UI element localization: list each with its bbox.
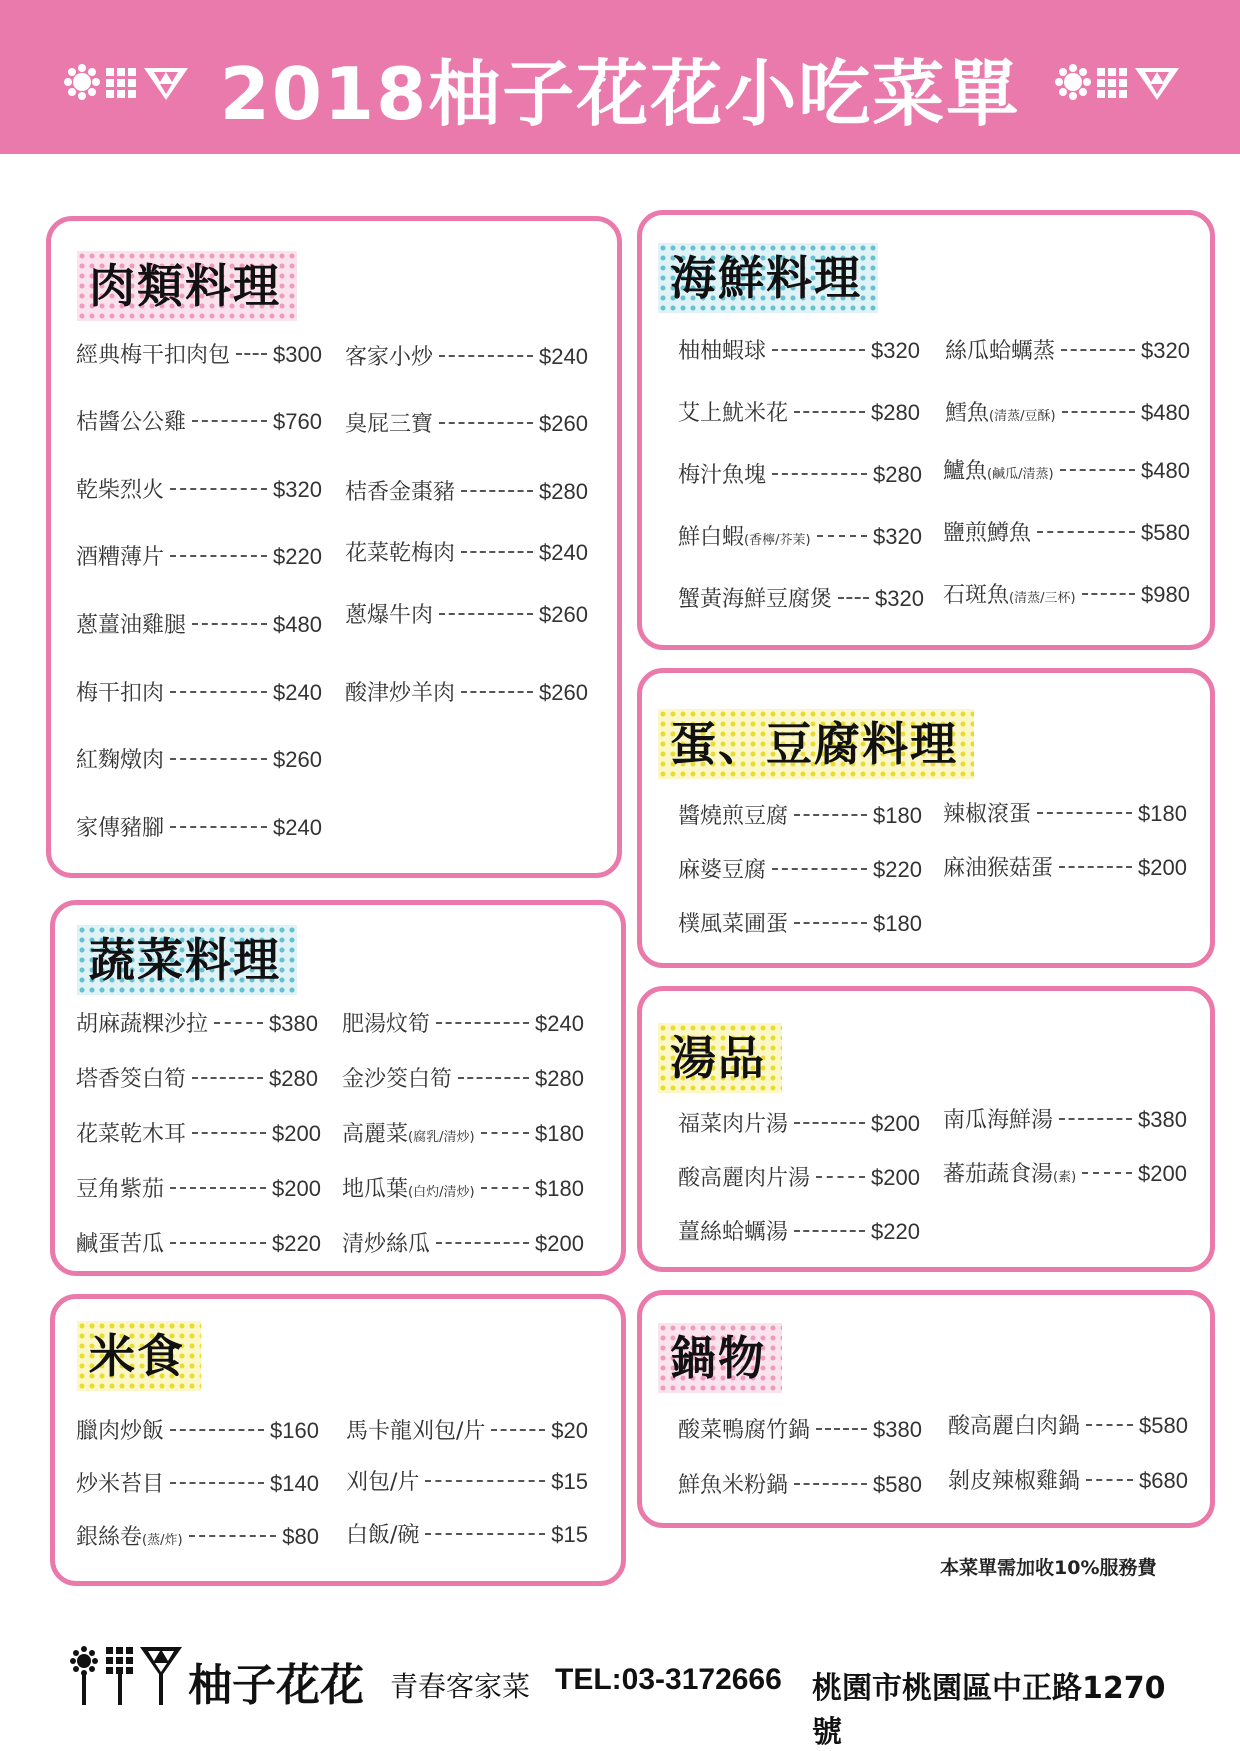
seafood-section-title: 海鮮料理 [658, 243, 878, 313]
menu-item: 鹹蛋苦瓜 $220 [76, 1231, 321, 1257]
menu-item: 乾柴烈火 $320 [76, 477, 322, 503]
menu-item: 經典梅干扣肉包 $300 [76, 342, 322, 368]
brand-tagline: 青春客家菜 [390, 1670, 531, 1703]
menu-item: 鱸魚 (鹹瓜/清蒸) $480 [943, 458, 1190, 484]
brand-name: 柚子花花 [188, 1660, 364, 1711]
menu-item: 樸風菜圃蛋 $180 [678, 911, 922, 937]
menu-item: 花菜乾梅肉 $240 [345, 540, 588, 566]
menu-item: 石斑魚 (清蒸/三杯) $980 [943, 582, 1190, 608]
menu-item: 蕃茄蔬食湯 (素) $200 [943, 1161, 1187, 1187]
menu-item: 麻婆豆腐 $220 [678, 857, 922, 883]
menu-item: 清炒絲瓜 $200 [342, 1231, 584, 1257]
menu-item: 金沙筊白筍 $280 [342, 1066, 584, 1092]
menu-item: 桔醬公公雞 $760 [76, 409, 322, 435]
store-address: 桃園市桃園區中正路1270號 [812, 1671, 1166, 1750]
logo-pattern-icon [1053, 62, 1183, 102]
header-banner [0, 0, 1240, 154]
menu-item: 高麗菜 (腐乳/清炒) $180 [342, 1121, 584, 1147]
soup-section-title: 湯品 [658, 1023, 782, 1093]
menu-item: 鮮魚米粉鍋 $580 [678, 1472, 922, 1498]
menu-item: 肥湯炆筍 $240 [342, 1011, 584, 1037]
menu-item: 鮮白蝦 (香檸/芥茉) $320 [678, 524, 922, 550]
menu-item: 福菜肉片湯 $200 [678, 1111, 920, 1137]
menu-item: 豆角紫茄 $200 [76, 1176, 321, 1202]
menu-item: 酒糟薄片 $220 [76, 544, 322, 570]
brand-logo-icon [70, 1643, 186, 1707]
menu-item: 酸高麗肉片湯 $200 [678, 1165, 920, 1191]
hotpot-section-title: 鍋物 [658, 1323, 782, 1393]
footer [70, 1643, 1190, 1750]
menu-item: 蟹黃海鮮豆腐煲 $320 [678, 586, 924, 612]
menu-item: 塔香筊白筍 $280 [76, 1066, 318, 1092]
menu-item: 家傳豬腳 $240 [76, 815, 322, 841]
menu-item: 酸菜鴨腐竹鍋 $380 [678, 1417, 922, 1443]
menu-item: 地瓜葉 (白灼/清炒) $180 [342, 1176, 584, 1202]
service-charge-note: 本菜單需加收10%服務費 [940, 1557, 1157, 1579]
phone-number: TEL:03-3172666 [555, 1663, 782, 1696]
menu-item: 花菜乾木耳 $200 [76, 1121, 321, 1147]
menu-item: 銀絲卷 (蒸/炸) $80 [76, 1524, 319, 1550]
egg-tofu-section-title: 蛋、豆腐料理 [658, 709, 974, 779]
menu-item: 梅干扣肉 $240 [76, 680, 322, 706]
menu-item: 客家小炒 $240 [345, 344, 588, 370]
menu-item: 白飯/碗 $15 [346, 1522, 588, 1548]
menu-item: 艾上魷米花 $280 [678, 400, 920, 426]
menu-item: 刈包/片 $15 [346, 1469, 588, 1495]
menu-item: 臭屁三寶 $260 [345, 411, 588, 437]
menu-item: 酸高麗白肉鍋 $580 [948, 1413, 1188, 1439]
menu-item: 薑絲蛤蠣湯 $220 [678, 1219, 920, 1245]
menu-item: 蔥爆牛肉 $260 [345, 602, 588, 628]
menu-item: 鹽煎鱒魚 $580 [943, 520, 1190, 546]
menu-item: 桔香金棗豬 $280 [345, 479, 588, 505]
menu-item: 炒米苔目 $140 [76, 1471, 319, 1497]
vegetable-section-title: 蔬菜料理 [77, 925, 297, 995]
rice-section-title: 米食 [77, 1321, 201, 1391]
meat-section-title: 肉類料理 [77, 251, 297, 321]
menu-item: 柚柚蝦球 $320 [678, 338, 920, 364]
menu-item: 醬燒煎豆腐 $180 [678, 803, 922, 829]
menu-item: 麻油猴菇蛋 $200 [943, 855, 1187, 881]
menu-item: 絲瓜蛤蠣蒸 $320 [945, 338, 1190, 364]
menu-item: 胡麻蔬粿沙拉 $380 [76, 1011, 318, 1037]
menu-item: 馬卡龍刈包/片 $20 [346, 1418, 588, 1444]
menu-item: 酸津炒羊肉 $260 [345, 680, 588, 706]
menu-item: 鱈魚 (清蒸/豆酥) $480 [945, 400, 1190, 426]
menu-item: 梅汁魚塊 $280 [678, 462, 922, 488]
menu-title: 2018柚子花花小吃菜單 [219, 52, 1021, 136]
menu-item: 辣椒滾蛋 $180 [943, 801, 1187, 827]
menu-item: 紅麴燉肉 $260 [76, 747, 322, 773]
menu-item: 蔥薑油雞腿 $480 [76, 612, 322, 638]
menu-item: 剝皮辣椒雞鍋 $680 [948, 1468, 1188, 1494]
menu-item: 南瓜海鮮湯 $380 [943, 1107, 1187, 1133]
menu-item: 臘肉炒飯 $160 [76, 1418, 319, 1444]
